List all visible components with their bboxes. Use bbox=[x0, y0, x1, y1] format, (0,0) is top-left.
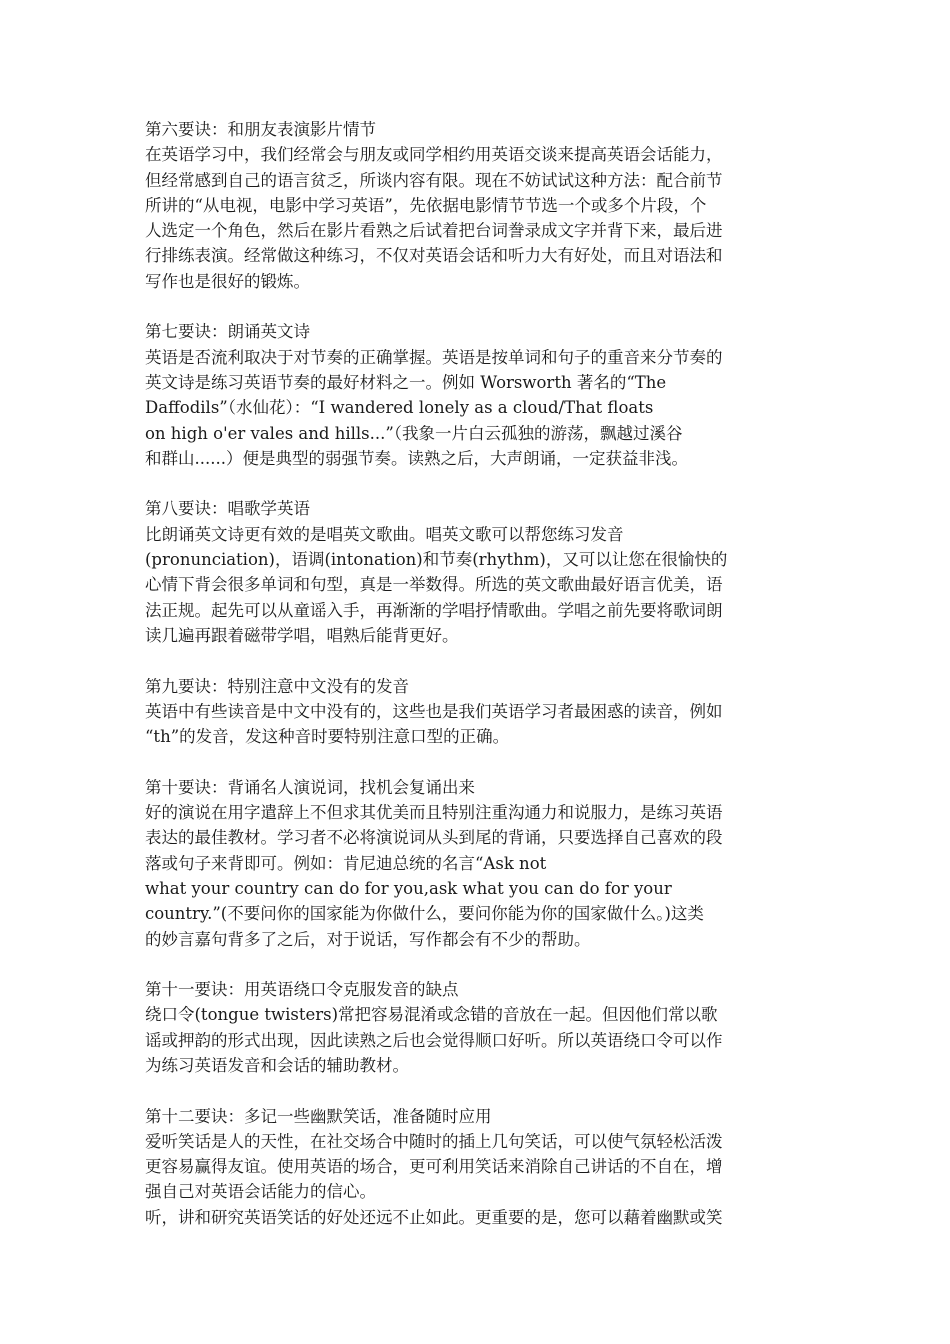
paragraph-line: 英语中有些读音是中文中没有的，这些也是我们英语学习者最困惑的读音，例如 bbox=[145, 701, 723, 721]
paragraph-line: 在英语学习中，我们经常会与朋友或同学相约用英语交谈来提高英语会话能力， bbox=[145, 145, 723, 165]
section-heading: 第十二要诀：多记一些幽默笑话，准备随时应用 bbox=[145, 1106, 492, 1126]
paragraph-line: 英语是否流利取决于对节奏的正确掌握。英语是按单词和句子的重音来分节奏的 bbox=[145, 347, 723, 367]
section-11 bbox=[145, 977, 815, 1078]
paragraph-line: 的妙言嘉句背多了之后，对于说话，写作都会有不少的帮助。 bbox=[145, 929, 591, 949]
section-6 bbox=[145, 117, 815, 294]
paragraph-line: 写作也是很好的锻炼。 bbox=[145, 271, 310, 291]
document-page bbox=[145, 117, 815, 1230]
paragraph-line: 比朗诵英文诗更有效的是唱英文歌曲。唱英文歌可以帮您练习发音 bbox=[145, 524, 624, 544]
section-heading: 第六要诀：和朋友表演影片情节 bbox=[145, 120, 376, 139]
section-heading: 第十要诀：背诵名人演说词，找机会复诵出来 bbox=[145, 777, 475, 797]
paragraph-line: 和群山......）便是典型的弱强节奏。读熟之后，大声朗诵，一定获益非浅。 bbox=[145, 448, 688, 468]
paragraph-line: 爱听笑话是人的天性，在社交场合中随时的插上几句笑话，可以使气氛轻松活泼 bbox=[145, 1131, 723, 1151]
section-12 bbox=[145, 1104, 815, 1230]
section-heading: 第八要诀：唱歌学英语 bbox=[145, 499, 310, 519]
paragraph-line: 表达的最佳教材。学习者不必将演说词从头到尾的背诵，只要选择自己喜欢的段 bbox=[145, 828, 723, 848]
paragraph-line: 人选定一个角色，然后在影片看熟之后试着把台词誊录成文字并背下来，最后进 bbox=[145, 221, 723, 241]
paragraph-line: 心情下背会很多单词和句型，真是一举数得。所选的英文歌曲最好语言优美，语 bbox=[145, 575, 723, 595]
paragraph-line: 但经常感到自己的语言贫乏，所谈内容有限。现在不妨试试这种方法：配合前节 bbox=[145, 170, 723, 190]
section-heading: 第七要诀：朗诵英文诗 bbox=[145, 322, 310, 342]
section-7 bbox=[145, 319, 815, 471]
section-heading: 第九要诀：特别注意中文没有的发音 bbox=[145, 676, 409, 696]
paragraph-line: 更容易赢得友谊。使用英语的场合，更可利用笑话来消除自己讲话的不自在，增 bbox=[145, 1157, 723, 1177]
section-9 bbox=[145, 674, 815, 750]
paragraph-line: 听，讲和研究英语笑话的好处还远不止如此。更重要的是，您可以藉着幽默或笑 bbox=[145, 1207, 723, 1227]
paragraph-line: 读几遍再跟着磁带学唱，唱熟后能背更好。 bbox=[145, 625, 459, 645]
paragraph-line: 行排练表演。经常做这种练习，不仅对英语会话和听力大有好处，而且对语法和 bbox=[145, 246, 723, 266]
paragraph-line: 所讲的“从电视，电影中学习英语”，先依据电影情节节选一个或多个片段，个 bbox=[145, 195, 707, 215]
paragraph-line: what your country can do for you,ask what you can do for your bbox=[145, 878, 672, 898]
paragraph-line: 好的演说在用字遣辞上不但求其优美而且特别注重沟通力和说服力，是练习英语 bbox=[145, 803, 723, 823]
paragraph-line: on high o'er vales and hills...”（我象一片白云孤独的游荡，飘越过溪谷 bbox=[145, 423, 683, 443]
paragraph-line: 绕口令(tongue twisters)常把容易混淆或念错的音放在一起。但因他们常以歌 bbox=[145, 1005, 718, 1025]
paragraph-line: “th”的发音，发这种音时要特别注意口型的正确。 bbox=[145, 727, 510, 747]
paragraph-line: Daffodils”（水仙花）：“I wandered lonely as a cloud/That floats bbox=[145, 398, 654, 418]
paragraph-line: 落或句子来背即可。例如：肯尼迪总统的名言“Ask not bbox=[145, 853, 547, 873]
section-8 bbox=[145, 496, 815, 648]
section-heading: 第十一要诀：用英语绕口令克服发音的缺点 bbox=[145, 980, 459, 1000]
paragraph-line: 强自己对英语会话能力的信心。 bbox=[145, 1182, 376, 1202]
section-10 bbox=[145, 775, 815, 952]
paragraph-line: 谣或押韵的形式出现，因此读熟之后也会觉得顺口好听。所以英语绕口令可以作 bbox=[145, 1030, 723, 1050]
paragraph-line: 英文诗是练习英语节奏的最好材料之一。例如 Worsworth 著名的“The bbox=[145, 372, 667, 392]
paragraph-line: country.”(不要问你的国家能为你做什么，要问你能为你的国家做什么。)这类 bbox=[145, 904, 704, 924]
paragraph-line: 法正规。起先可以从童谣入手，再渐渐的学唱抒情歌曲。学唱之前先要将歌词朗 bbox=[145, 600, 723, 620]
paragraph-line: 为练习英语发音和会话的辅助教材。 bbox=[145, 1055, 409, 1075]
paragraph-line: (pronunciation)，语调(intonation)和节奏(rhythm)，又可以让您在很愉快的 bbox=[145, 550, 728, 570]
